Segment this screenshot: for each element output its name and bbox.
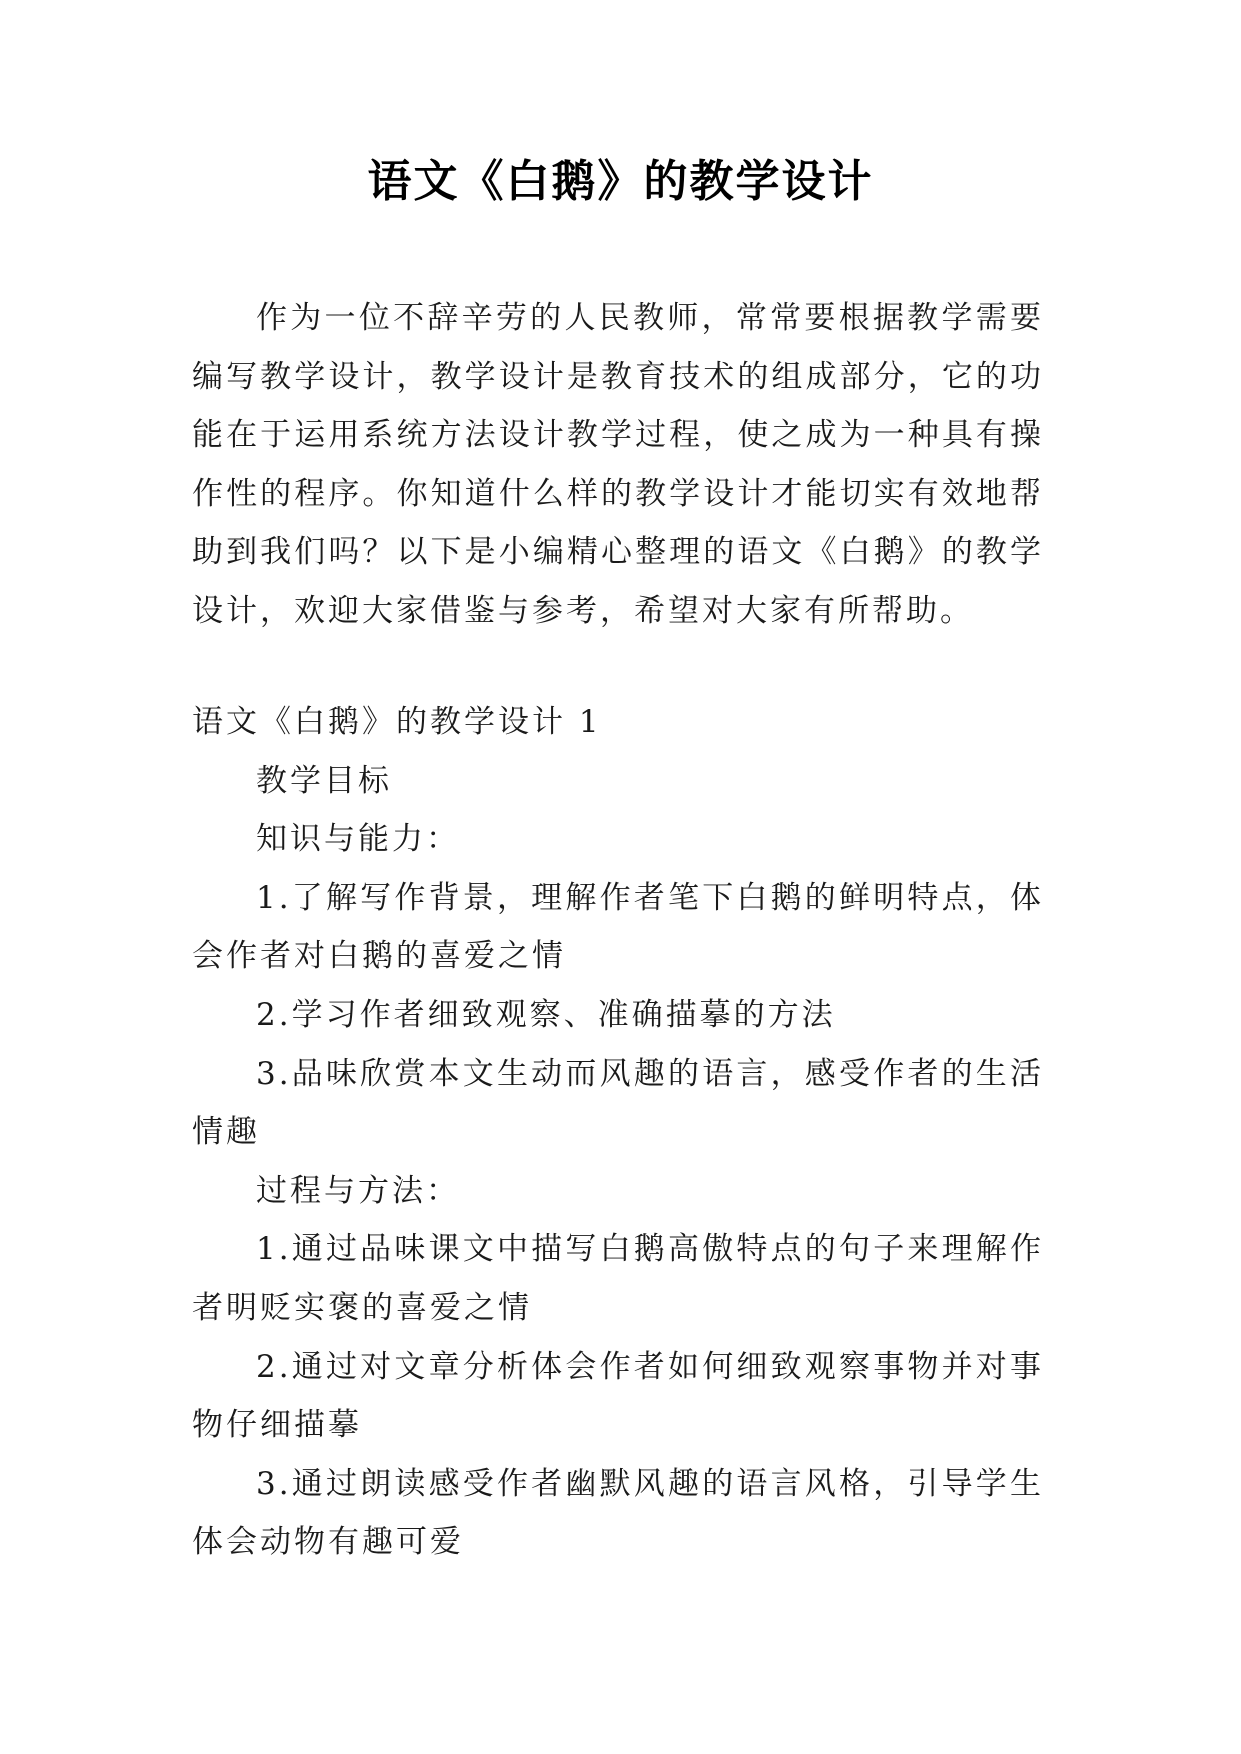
intro-block xyxy=(192,289,1044,641)
process-heading: 过程与方法： xyxy=(256,1172,460,1209)
objectives-heading: 教学目标 xyxy=(256,762,392,799)
knowledge-item: 1.了解写作背景，理解作者笔下白鹅的鲜明特点，体会作者对白鹅的喜爱之情 xyxy=(192,879,1044,975)
document-title: 语文《白鹅》的教学设计 xyxy=(367,156,874,207)
knowledge-item: 3.品味欣赏本文生动而风趣的语言，感受作者的生活情趣 xyxy=(192,1055,1044,1151)
process-item: 1.通过品味课文中描写白鹅高傲特点的句子来理解作者明贬实褒的喜爱之情 xyxy=(192,1231,1044,1326)
lesson-plan-content xyxy=(192,693,1044,1572)
process-item: 2.通过对文章分析体会作者如何细致观察事物并对事物仔细描摹 xyxy=(192,1348,1044,1444)
knowledge-heading: 知识与能力： xyxy=(256,821,460,858)
knowledge-item: 2.学习作者细致观察、准确描摹的方法 xyxy=(256,996,836,1033)
section-heading: 语文《白鹅》的教学设计 1 xyxy=(192,704,602,740)
process-item: 3.通过朗读感受作者幽默风趣的语言风格，引导学生体会动物有趣可爱 xyxy=(192,1465,1044,1561)
intro-paragraph: 作为一位不辞辛劳的人民教师，常常要根据教学需要编写教学设计，教学设计是教育技术的组成部分，它的功能在于运用系统方法设计教学过程，使之成为一种具有操作性的程序。你知道什么样的教学设计才能切实有效地帮助到我们吗？以下是小编精心整理的语文《白鹅》的教学设计，欢迎大家借鉴与参考，希望对大家有所帮助。 xyxy=(192,300,1044,629)
